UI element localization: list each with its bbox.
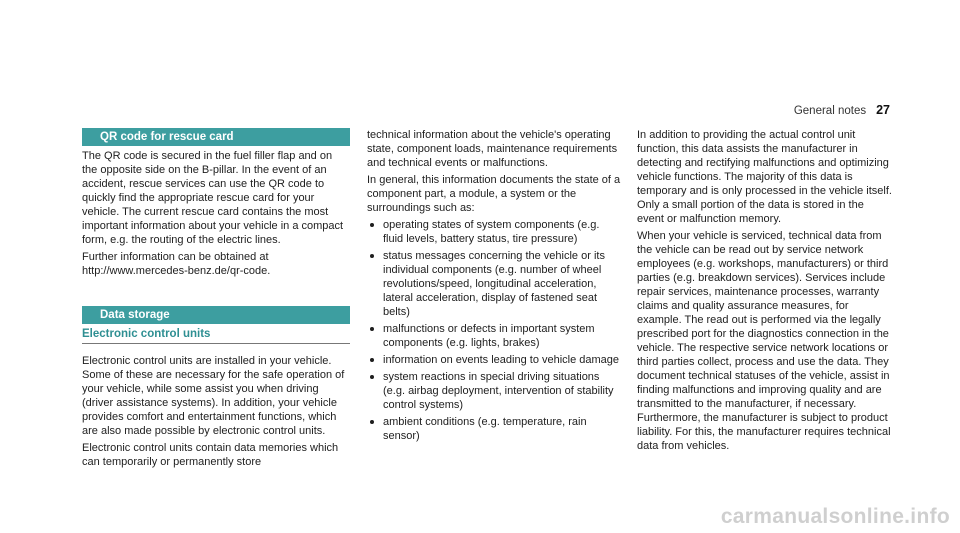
list-item: operating states of system components (e.g. fluid levels, battery status, tire pressure) [367, 218, 621, 246]
list-item: ambient conditions (e.g. temperature, rain sensor) [367, 415, 621, 443]
page-header [794, 103, 890, 117]
watermark: carmanualsonline.info [720, 505, 950, 528]
service-readout-paragraph: When your vehicle is serviced, technical data from the vehicle can be read out by service network employees (e.g. workshops, manufacturers) or third parties (e.g. breakdown services). Services include repair services, maintenance processes, warranty claims and quality assurance measures, for example. The read out is performed via the legally prescribed port for the diagnostics connection in the vehicle. The respective service network locations or third parties collect, process and use the data. They document technical statuses of the vehicle, assist in finding malfunctions and improving quality and are transmitted to the manufacturer, if necessary. Furthermore, the manufacturer is subject to product liability. For this, the manufacturer requires technical data from vehicles. [637, 230, 891, 452]
ecu-memory-paragraph: Electronic control units contain data memories which can temporarily or permanently store [82, 442, 339, 468]
bullet-icon [370, 420, 374, 424]
list-item: information on events leading to vehicle damage [367, 353, 621, 367]
bullet-icon [370, 223, 374, 227]
ecu-subheading: Electronic control units [82, 327, 350, 344]
data-storage-heading: Data storage [82, 306, 350, 324]
column-right [637, 128, 893, 456]
ecu-paragraph: Electronic control units are installed in your vehicle. Some of these are necessary for the safe operation of your vehicle, while some assist you when driving (driver assistance systems). In addition, your vehicle provides comfort and entertainment functions, which are also made possible by electronic control units. [82, 355, 345, 437]
page-number: 27 [876, 103, 890, 117]
qr-code-info-paragraph: Further information can be obtained at http://www.mercedes-benz.de/qr-code. [82, 251, 271, 277]
qr-code-heading: QR code for rescue card [82, 128, 350, 146]
list-item: status messages concerning the vehicle or its individual components (e.g. number of wheel revolutions/speed, longitudinal acceleration, lateral acceleration, display of fastened seat belts) [367, 249, 621, 319]
bullet-icon [370, 375, 374, 379]
data-examples-list [367, 218, 621, 443]
column-middle [367, 128, 621, 446]
qr-code-paragraph: The QR code is secured in the fuel filler flap and on the opposite side on the B-pillar. In the event of an accident, rescue services can use the QR code to quickly find the appropriate rescue card for your vehicle. The current rescue card contains the most important information about your vehicle in a compact form, e.g. the routing of the electric lines. [82, 150, 344, 246]
list-item: malfunctions or defects in important system components (e.g. lights, brakes) [367, 322, 621, 350]
list-item: system reactions in special driving situations (e.g. airbag deployment, intervention of stability control systems) [367, 370, 621, 412]
column-left [82, 128, 350, 472]
technical-info-paragraph: technical information about the vehicle's operating state, component loads, maintenance requirements and technical events or malfunctions. [367, 129, 618, 169]
bullet-icon [370, 327, 374, 331]
processing-paragraph: In addition to providing the actual control unit function, this data assists the manufacturer in detecting and rectifying malfunctions and optimizing vehicle functions. The majority of this data is temporary and is only processed in the vehicle itself. Only a small portion of the data is stored in the event or malfunction memory. [637, 129, 892, 225]
state-info-paragraph: In general, this information documents the state of a component part, a module, a system or the surroundings such as: [367, 174, 621, 214]
bullet-icon [370, 254, 374, 258]
bullet-icon [370, 358, 374, 362]
section-title: General notes [793, 105, 867, 117]
spacer [82, 281, 350, 306]
